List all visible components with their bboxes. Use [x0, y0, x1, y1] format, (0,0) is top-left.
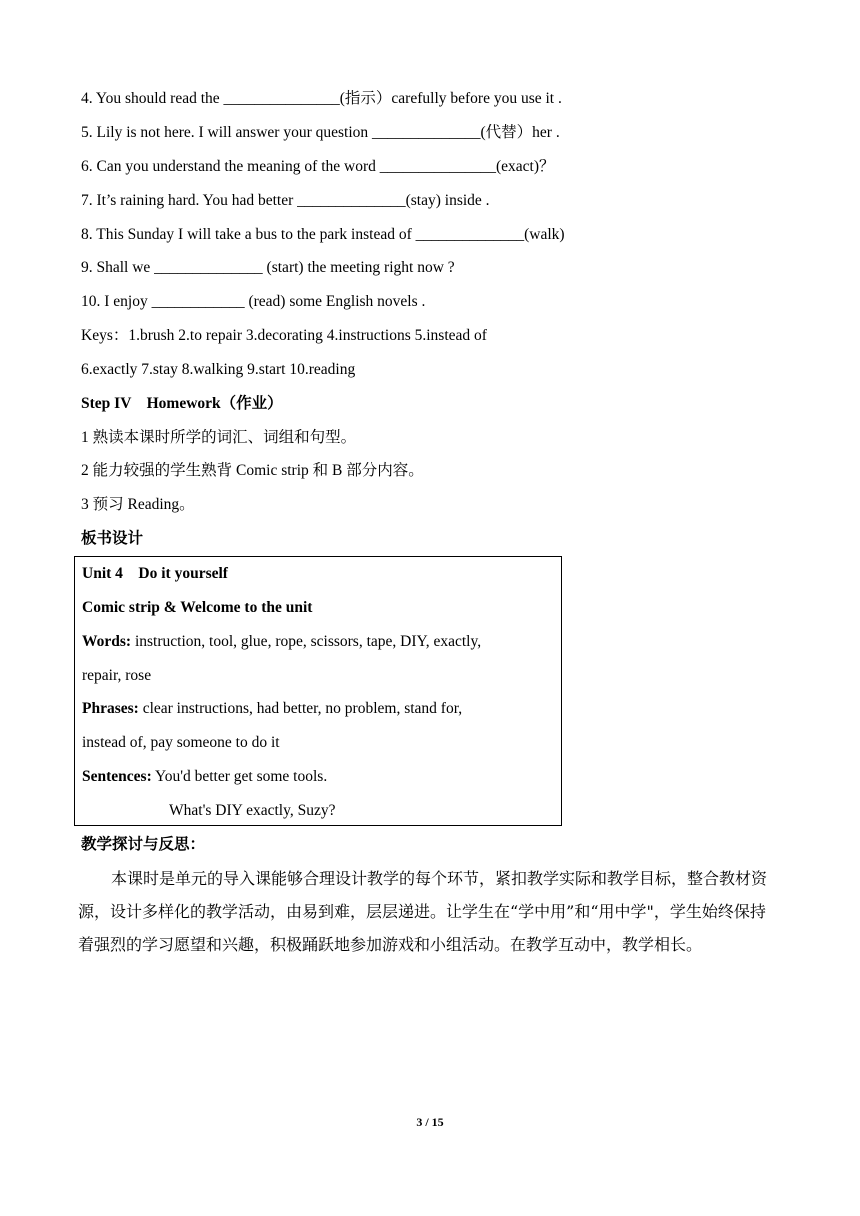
sentences-text: You'd better get some tools.: [151, 768, 328, 785]
exercise-6: 6. Can you understand the meaning of the word _______________(exact)？: [81, 158, 555, 175]
page-number: 3 / 15: [416, 1115, 444, 1129]
board-words-line: [82, 632, 481, 652]
exercise-8: 8. This Sunday I will take a bus to the park instead of ______________(walk): [81, 226, 565, 243]
board-sentences-line-2: What's DIY exactly, Suzy?: [169, 802, 336, 819]
words-label: Words:: [82, 633, 132, 650]
words-text: instruction, tool, glue, rope, scissors, tape, DIY, exactly,: [131, 633, 482, 650]
reflection-body: 本课时是单元的导入课能够合理设计教学的每个环节，紧扣教学实际和教学目标，整合教材资源，设计多样化的教学活动，由易到难，层层递进。让学生在“学中用”和“用中学"，学生始终保持着强烈的学习愿望和兴趣，积极踊跃地参加游戏和小组活动。在教学互动中，教学相长。: [78, 869, 768, 954]
board-design-heading: 板书设计: [81, 530, 144, 547]
exercise-7: 7. It’s raining hard. You had better ______________(stay) inside .: [81, 192, 490, 209]
exercise-4: 4. You should read the _______________(指示）carefully before you use it .: [81, 90, 562, 107]
sentences-label: Sentences:: [82, 768, 152, 785]
exercise-10: 10. I enjoy ____________ (read) some English novels .: [81, 293, 426, 310]
reflection-heading: 教学探讨与反思：: [81, 836, 206, 853]
answer-keys-line-1: Keys：1.brush 2.to repair 3.decorating 4.instructions 5.instead of: [81, 327, 487, 344]
board-design-box: [74, 556, 562, 826]
board-sentences-line: [82, 767, 327, 787]
board-phrases-line: [82, 699, 462, 719]
homework-item-1: 1 熟读本课时所学的词汇、词组和句型。: [81, 429, 357, 446]
answer-keys-line-2: 6.exactly 7.stay 8.walking 9.start 10.reading: [81, 361, 356, 378]
exercise-9: 9. Shall we ______________ (start) the meeting right now ?: [81, 259, 455, 276]
homework-item-2: 2 能力较强的学生熟背 Comic strip 和 B 部分内容。: [81, 462, 424, 479]
board-unit-title: Unit 4 Do it yourself: [82, 565, 228, 582]
homework-heading: Step IV Homework（作业）: [81, 395, 283, 412]
board-words-line-2: repair, rose: [82, 667, 152, 684]
board-subtitle: Comic strip & Welcome to the unit: [82, 599, 313, 616]
exercise-5: 5. Lily is not here. I will answer your question ______________(代替）her .: [81, 124, 560, 141]
phrases-label: Phrases:: [82, 700, 139, 717]
homework-item-3: 3 预习 Reading。: [81, 496, 195, 513]
board-phrases-line-2: instead of, pay someone to do it: [82, 734, 280, 751]
phrases-text: clear instructions, had better, no problem, stand for,: [138, 700, 463, 717]
